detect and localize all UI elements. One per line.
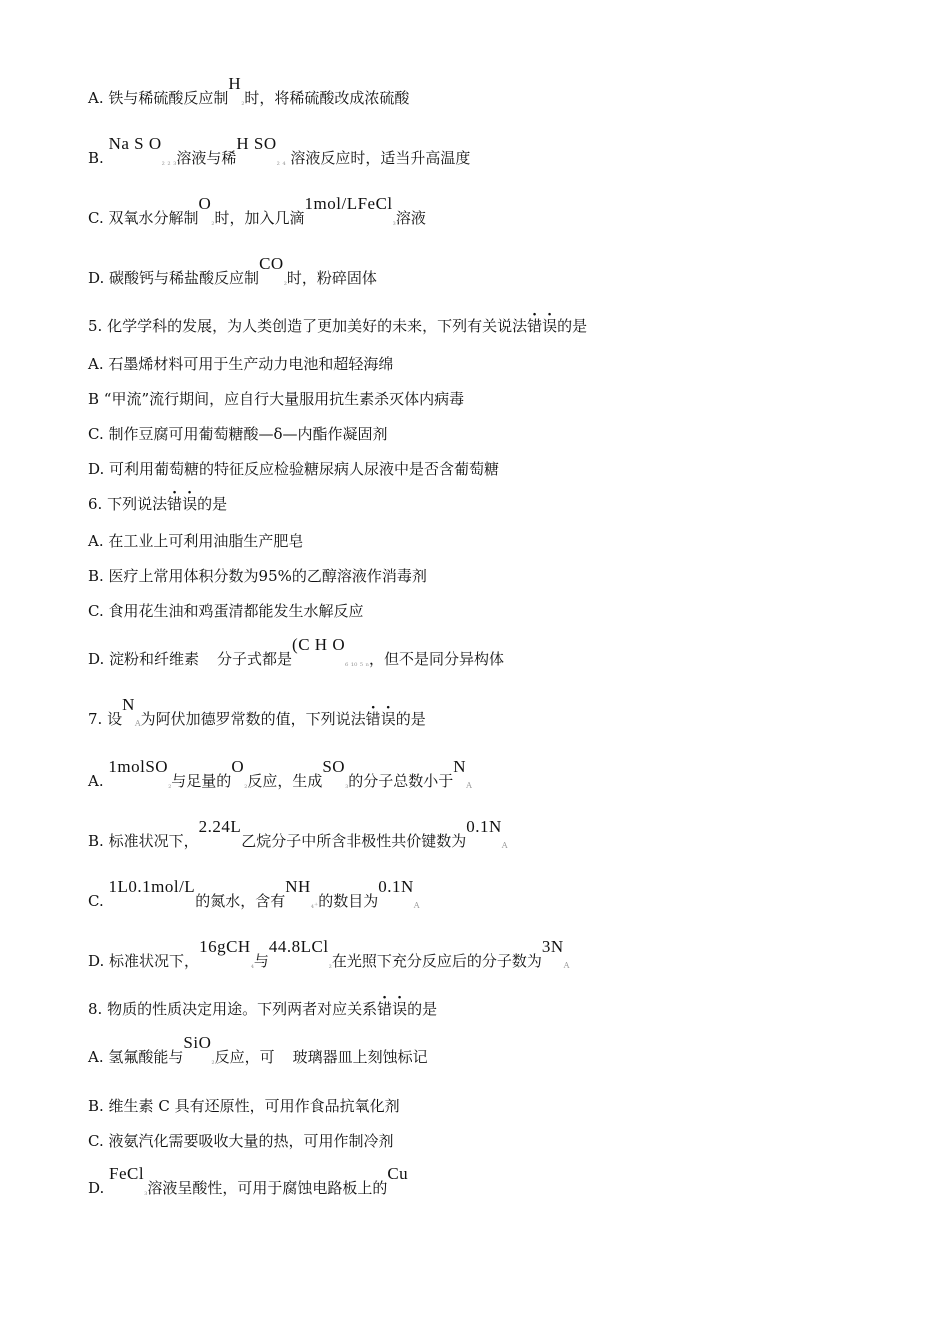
q4-option-d: D. 碳酸钙与稀盐酸反应制$CO_{_2}$时，粉碎固体 (88, 254, 377, 287)
formula: 0.1N (378, 877, 414, 896)
q6-option-a: A. 在工业上可利用油脂生产肥皂 (88, 532, 304, 550)
q6-option-d: D. 淀粉和纤维素 分子式都是(C H $O_{_6 _{10} _5 _n}$，但不是同分异构体 (88, 635, 505, 668)
formula: N (122, 695, 135, 714)
question-5-stem: 5. 化学学科的发展，为人类创造了更加美好的未来，下列有关说法错误的是 (88, 317, 588, 335)
formula: Cu (387, 1164, 409, 1183)
formula: O (231, 757, 245, 776)
formula: 3N (541, 937, 564, 956)
formula: H (228, 74, 242, 93)
q7-option-b: B. 标准状况下，2.24L乙烷分子中所含非极性共价键数为$0.1N_A$ (88, 817, 508, 850)
formula: N (453, 757, 467, 776)
question-8-stem: 8. 物质的性质决定用途。下列两者对应关系错误的是 (88, 1000, 438, 1018)
formula: 0.1N (466, 817, 502, 836)
formula: 44.8LCl (268, 937, 329, 956)
formula: SO (322, 757, 346, 776)
q7-option-c: C. 1L0.1mol/L的氮水，含有$NH_{_4^+}$的数目为$0.1N_A$ (88, 877, 420, 910)
q8-option-d: D. FeCl$_{_3}$溶液呈酸性，可用于腐蚀电路板上的Cu (88, 1164, 409, 1197)
formula: NH (285, 877, 311, 896)
q5-option-d: D. 可利用葡萄糖的特征反应检验糖尿病人尿液中是否含葡萄糖 (88, 460, 500, 478)
q5-option-b: B “甲流”流行期间，应自行大量服用抗生素杀灭体内病毒 (88, 390, 465, 408)
q7-option-d: D. 标准状况下，16gCH$_{_4}$与44.8LCl$_{_2}$在光照下充分反应后的分子数为$3N_A$ (88, 937, 570, 970)
q4-option-b: B. Na S $O_{_2 _2 _3}$溶液与稀H $SO_{_2 _4}$ 溶液反应时，适当升高温度 (88, 134, 471, 167)
formula: 16gCH (199, 937, 251, 956)
q5-option-a: A. 石墨烯材料可用于生产动力电池和超轻海绵 (88, 355, 394, 373)
formula: CO (259, 254, 284, 273)
q6-option-c: C. 食用花生油和鸡蛋清都能发生水解反应 (88, 602, 364, 620)
q5-option-c: C. 制作豆腐可用葡萄糖酸—δ—内酯作凝固剂 (88, 425, 388, 443)
formula: O (198, 194, 212, 213)
formula: FeCl (109, 1164, 145, 1183)
formula: 1mol/LFeCl (304, 194, 393, 213)
question-6-stem: 6. 下列说法错误的是 (88, 495, 228, 513)
q6-option-b: B. 医疗上常用体积分数为95%的乙醇溶液作消毒剂 (88, 567, 427, 585)
formula: Na S O (108, 134, 162, 153)
q8-option-c: C. 液氨汽化需要吸收大量的热，可用作制冷剂 (88, 1132, 394, 1150)
q8-option-a: A. 氢氟酸能与SiO$_{_2}$反应，可 玻璃器皿上刻蚀标记 (88, 1033, 428, 1066)
formula: 1L0.1mol/L (108, 877, 196, 896)
formula: 2.24L (198, 817, 242, 836)
formula: SiO (183, 1033, 212, 1052)
question-7-stem: 7. 设$N_A$为阿伏加德罗常数的值，下列说法错误的是 (88, 695, 426, 728)
formula: H SO (236, 134, 277, 153)
q4-option-c: C. 双氧水分解制$O_{_2}$时，加入几滴1mol/LFeCl$_{_3}$溶液 (88, 194, 426, 227)
q8-option-b: B. 维生素 C 具有还原性，可用作食品抗氧化剂 (88, 1097, 400, 1115)
formula: 1molSO (108, 757, 169, 776)
formula: (C H O (292, 635, 346, 654)
q7-option-a: A. 1molSO$_{_2}$与足量的$O_{_2}$反应，生成$SO_{_3}$的分子总数小于$N_A$ (88, 757, 472, 790)
q4-option-a: A. 铁与稀硫酸反应制$H_{_2}$时，将稀硫酸改成浓硫酸 (88, 74, 410, 107)
